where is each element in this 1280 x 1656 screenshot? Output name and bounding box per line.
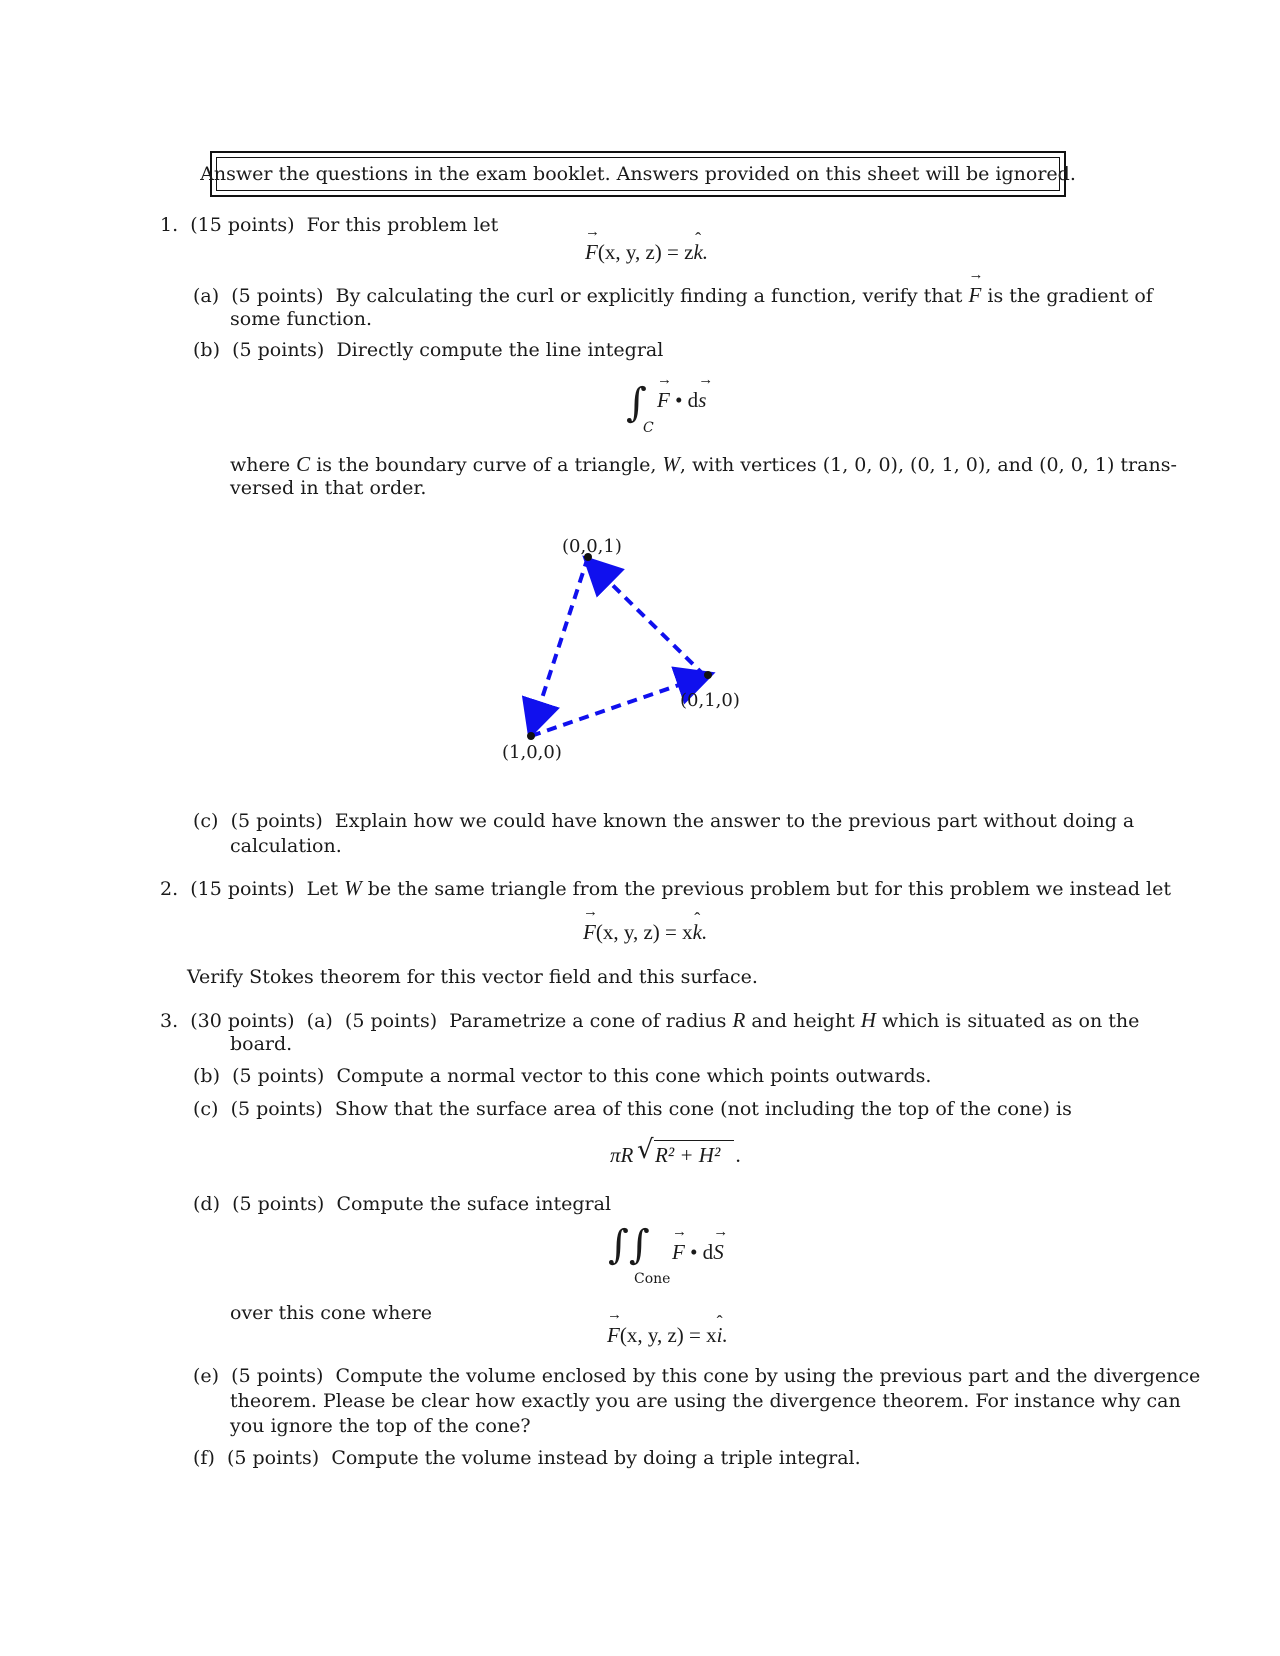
q3e: (e) (5 points) Compute the volume enclosed by this cone by using the previous part and the divergence — [193, 1365, 1201, 1387]
vertex-right-dot — [704, 671, 712, 679]
q3e-cont-2: you ignore the top of the cone? — [230, 1415, 531, 1437]
q1b-where-cont: versed in that order. — [230, 477, 427, 499]
q1-field-equation: → F(x, y, z) = zˆ k. — [585, 240, 708, 265]
q2-verify: Verify Stokes theorem for this vector field and this surface. — [187, 966, 758, 988]
q3a-cont: board. — [230, 1033, 293, 1055]
vertex-left-dot — [527, 732, 535, 740]
q2-header: 2. (15 points) Let W be the same triangle from the previous problem but for this problem we instead let — [160, 876, 1171, 900]
instruction-text: Answer the questions in the exam booklet. Answers provided on this sheet will be ignored. — [216, 157, 1060, 191]
q1b: (b) (5 points) Directly compute the line integral — [193, 339, 664, 361]
vertex-label-left: (1,0,0) — [502, 742, 562, 763]
edge-right-to-top — [588, 561, 705, 676]
q3f: (f) (5 points) Compute the volume instead by doing a triple integral. — [193, 1447, 861, 1469]
q1c: (c) (5 points) Explain how we could have known the answer to the previous part without doing a — [193, 810, 1135, 832]
q1a: (a) (5 points) By calculating the curl or explicitly finding a function, verify that → F is the gradient of — [193, 283, 1153, 308]
q2-field-equation: → F(x, y, z) = xˆ k. — [583, 920, 707, 945]
q1c-cont: calculation. — [230, 835, 342, 857]
q3d-field-equation: → F(x, y, z) = xˆ i. — [607, 1323, 728, 1348]
q3c: (c) (5 points) Show that the surface area of this cone (not including the top of the cone) is — [193, 1098, 1072, 1120]
edge-top-to-left — [531, 557, 588, 732]
q1a-cont: some function. — [230, 308, 373, 330]
q1b-where: where C is the boundary curve of a triangle, W, with vertices (1, 0, 0), (0, 1, 0), and (0, 0, 1) trans- — [230, 452, 1177, 476]
vertex-label-right: (0,1,0) — [680, 690, 740, 711]
q3d: (d) (5 points) Compute the suface integral — [193, 1193, 612, 1215]
vertex-label-top: (0,0,1) — [562, 536, 622, 557]
q3e-cont-1: theorem. Please be clear how exactly you are using the divergence theorem. For instance why can — [230, 1390, 1181, 1412]
q3a: 3. (30 points) (a) (5 points) Parametrize a cone of radius R and height H which is situated as on the — [160, 1008, 1140, 1032]
q3b: (b) (5 points) Compute a normal vector to this cone which points outwards. — [193, 1065, 932, 1087]
q1-header: 1. (15 points) For this problem let — [160, 214, 499, 236]
q3d-over: over this cone where — [230, 1302, 432, 1324]
